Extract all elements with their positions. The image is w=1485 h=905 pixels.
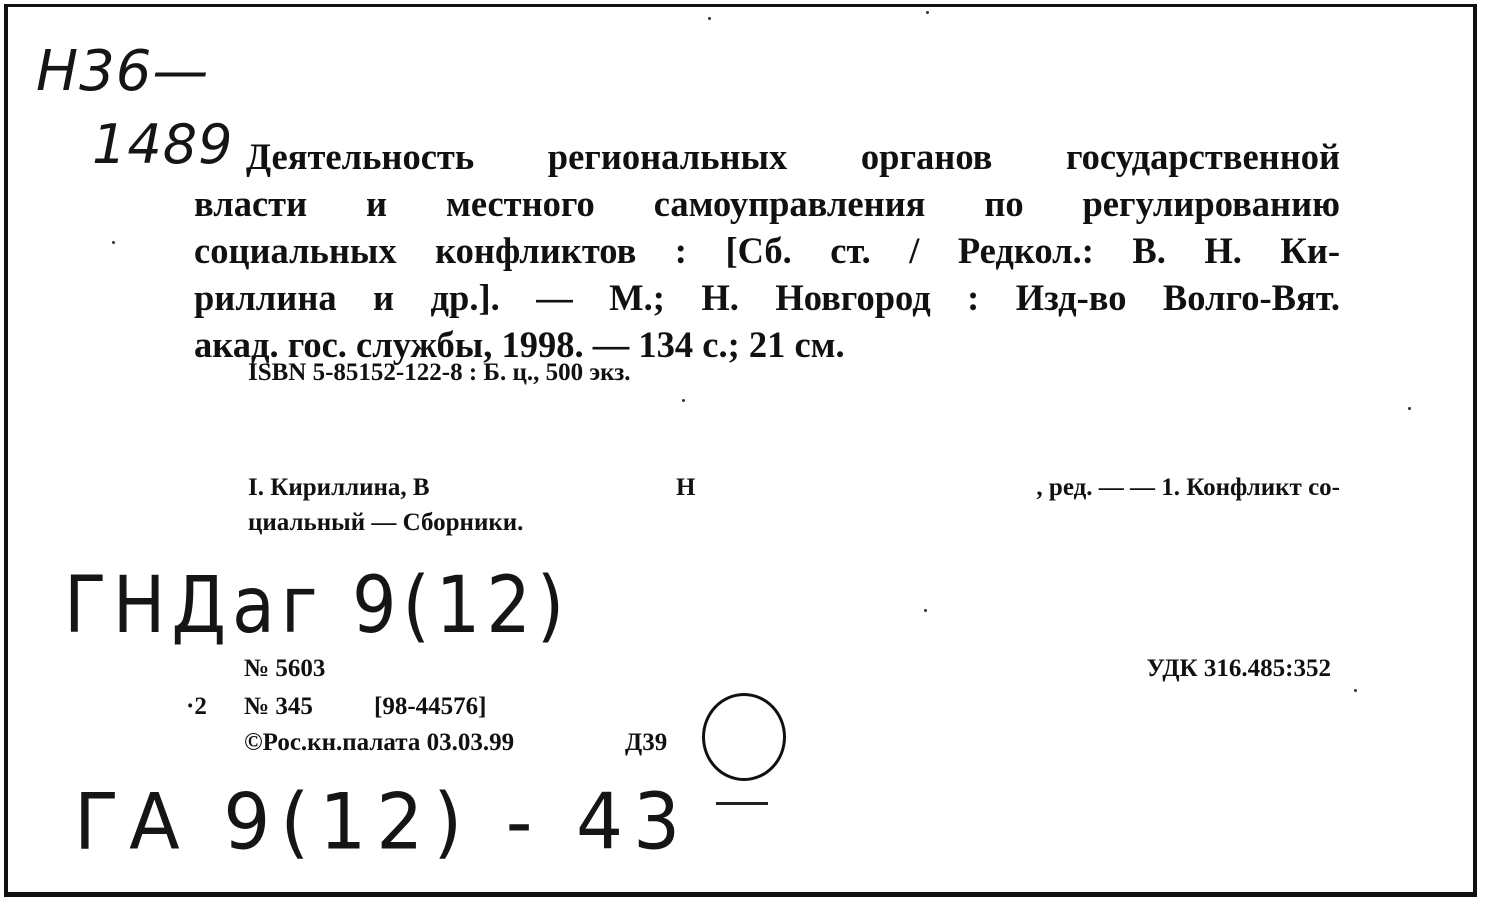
bibliographic-description bbox=[194, 133, 1340, 368]
tracing-initial: Н bbox=[676, 474, 696, 501]
udc-code: УДК 316.485:352 bbox=[1146, 655, 1331, 682]
scan-speck bbox=[1354, 689, 1357, 692]
description-line: Деятельность региональных органов государственной bbox=[246, 136, 1340, 177]
stamp-circle bbox=[702, 693, 786, 781]
scan-speck bbox=[1408, 407, 1411, 410]
tracing-subject-continuation: циальный — Сборники. bbox=[248, 509, 524, 536]
handwritten-shelf-mark: ГНДаг 9(12) bbox=[64, 559, 571, 651]
isbn-line: ISBN 5-85152-122-8 : Б. ц., 500 экз. bbox=[248, 359, 631, 386]
description-line: власти и местного самоуправления по регулированию bbox=[194, 183, 1340, 224]
scan-speck bbox=[708, 17, 711, 20]
pencil-dash bbox=[716, 802, 768, 805]
description-line: социальных конфликтов : [Сб. ст. / Редкол.: В. Н. Ки- bbox=[194, 230, 1340, 271]
description-line: риллина и др.]. — М.; Н. Новгород : Изд-во Волго-Вят. bbox=[194, 277, 1340, 318]
handwritten-top-mark: Н36— bbox=[36, 39, 210, 104]
code-bracket: [98-44576] bbox=[374, 693, 487, 720]
tracing-subject: , ред. — — 1. Конфликт со- bbox=[1036, 474, 1340, 501]
scan-speck bbox=[926, 11, 929, 14]
scan-speck bbox=[682, 399, 685, 402]
tracing-editor: I. Кириллина, В bbox=[248, 474, 430, 501]
handwritten-shelf-mark-2: ГА 9(12) - 43 bbox=[74, 777, 691, 868]
book-chamber-code: Д39 bbox=[625, 729, 668, 756]
tracing-block bbox=[194, 470, 1340, 540]
book-chamber-line: ©Рос.кн.палата 03.03.99 bbox=[244, 729, 515, 756]
record-number: № 5603 bbox=[244, 655, 326, 682]
scan-speck bbox=[924, 609, 927, 612]
description-line: акад. гос. службы, 1998. — 134 с.; 21 см. bbox=[194, 324, 845, 365]
code-prefix: ·2 bbox=[186, 693, 207, 720]
scan-speck bbox=[112, 241, 115, 244]
catalog-card bbox=[4, 4, 1477, 897]
code-number: № 345 bbox=[244, 693, 313, 720]
handwritten-card-number: 1489 bbox=[92, 113, 234, 176]
